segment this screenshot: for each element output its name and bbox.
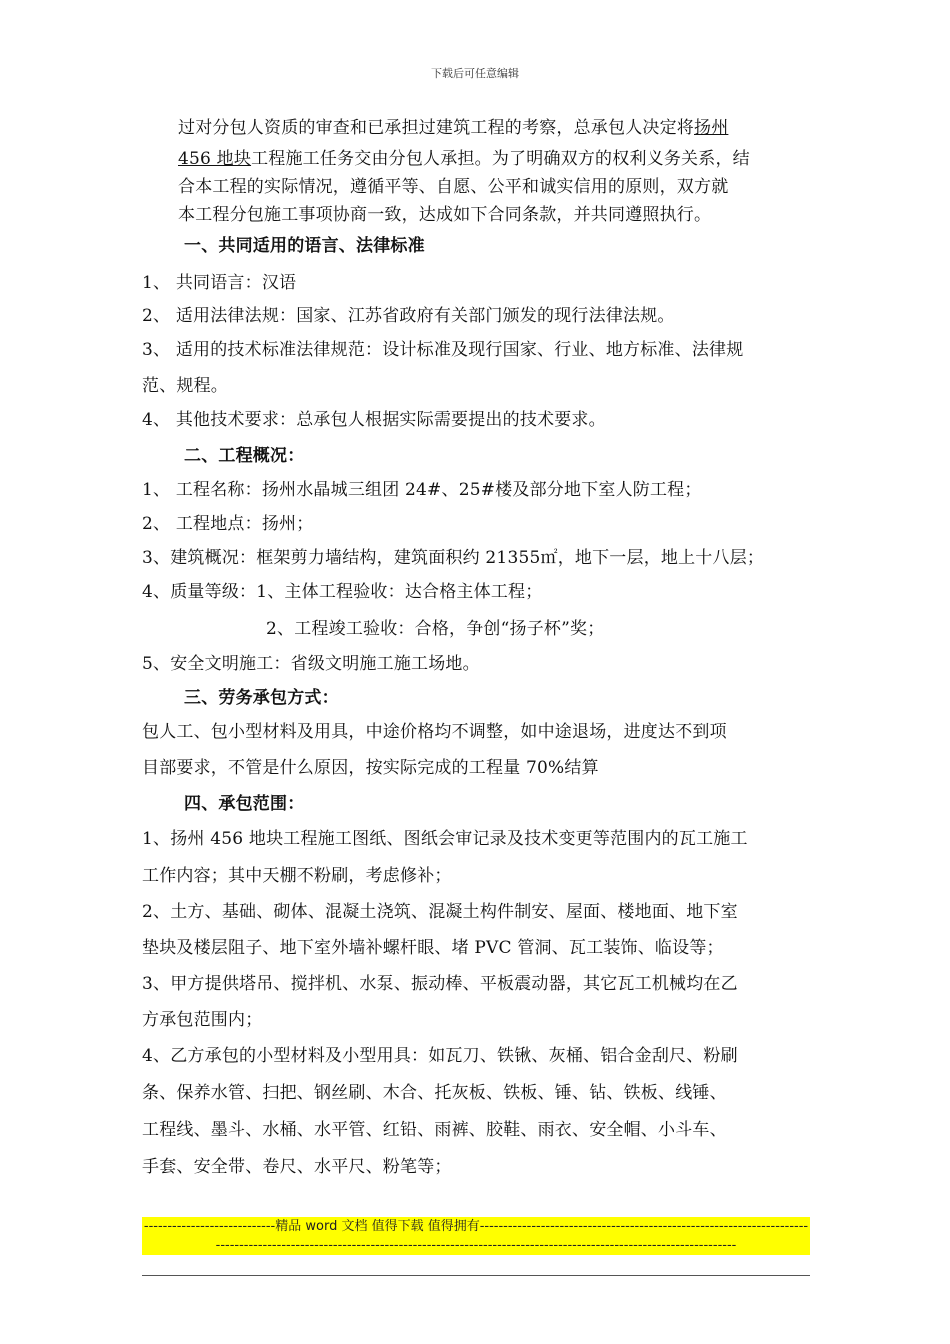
section-4-title: 四、承包范围： [184,794,305,814]
sec2-item-4-sub: 2、工程竣工验收：合格，争创“扬子杯”奖； [266,619,605,639]
sec4-item-4: 4、乙方承包的小型材料及小型用具：如瓦刀、铁锹、灰桶、铝合金刮尺、粉刷 [142,1046,738,1066]
sec4-item-4-cont-1: 条、保养水管、扫把、钢丝刷、木合、托灰板、铁板、锤、钻、铁板、线锤、 [142,1083,727,1103]
intro-line-4: 本工程分包施工事项协商一致，达成如下合同条款，并共同遵照执行。 [178,205,712,225]
section-3-title: 三、劳务承包方式： [184,688,339,708]
intro-text: 工程施工任务交由分包人承担。为了明确双方的权利义务关系，结 [251,149,750,169]
intro-text: 过对分包人资质的审查和已承担过建筑工程的考察，总承包人决定将 [178,118,694,138]
sec4-item-1: 1、扬州 456 地块工程施工图纸、图纸会审记录及技术变更等范围内的瓦工施工 [142,829,748,849]
sec4-item-4-cont-3: 手套、安全带、卷尺、水平尺、粉笔等； [142,1157,452,1177]
sec1-item-2: 2、 适用法律法规：国家、江苏省政府有关部门颁发的现行法律法规。 [142,306,675,326]
sec1-item-4: 4、 其他技术要求：总承包人根据实际需要提出的技术要求。 [142,410,606,430]
sec4-item-3-cont: 方承包范围内； [142,1010,263,1030]
sec3-para-1: 包人工、包小型材料及用具，中途价格均不调整，如中途退场，进度达不到项 [142,722,727,742]
intro-line-2 [178,149,814,169]
sec4-item-2-cont: 垫块及楼层阻子、地下室外墙补螺杆眼、堵 PVC 管洞、瓦工装饰、临设等； [142,938,724,958]
intro-line-1 [178,118,814,138]
section-2-title: 二、工程概况： [184,446,305,466]
sec3-para-2: 目部要求，不管是什么原因，按实际完成的工程量 70%结算 [142,758,599,778]
sec2-item-2: 2、 工程地点：扬州； [142,514,314,534]
underlined-project-name: 456 地块 [178,149,252,169]
sec1-item-3-cont: 范、规程。 [142,376,228,396]
sec1-item-1: 1、 共同语言：汉语 [142,273,297,293]
sec4-item-1-cont: 工作内容；其中天棚不粉刷，考虑修补； [142,866,452,886]
intro-line-3: 合本工程的实际情况，遵循平等、自愿、公平和诚实信用的原则，双方就 [178,177,729,197]
section-1-title: 一、共同适用的语言、法律标准 [184,236,425,256]
sec4-item-4-cont-2: 工程线、墨斗、水桶、水平管、红铅、雨裤、胶鞋、雨衣、安全帽、小斗车、 [142,1120,727,1140]
sec4-item-2: 2、土方、基础、砌体、混凝土浇筑、混凝土构件制安、屋面、楼地面、地下室 [142,902,738,922]
sec2-item-3: 3、建筑概况：框架剪力墙结构，建筑面积约 21355㎡，地下一层，地上十八层； [142,548,765,568]
footer-rule [142,1275,810,1276]
page-header: 下载后可任意编辑 [431,67,519,80]
sec2-item-4: 4、质量等级：1、主体工程验收：达合格主体工程； [142,582,543,602]
sec2-item-1: 1、 工程名称：扬州水晶城三组团 24#、25#楼及部分地下室人防工程； [142,480,702,500]
sec1-item-3: 3、 适用的技术标准法律规范：设计标准及现行国家、行业、地方标准、法律规 [142,340,744,360]
underlined-project-name: 扬州 [694,118,729,138]
footer-banner: ----------------------------精品 word 文档 值得下载 值得拥有------------------------------------------------------------------------------------------------------------------------------------------------------------------------------------- [143,1219,809,1253]
sec4-item-3: 3、甲方提供塔吊、搅拌机、水泵、振动棒、平板震动器，其它瓦工机械均在乙 [142,974,738,994]
sec2-item-5: 5、安全文明施工：省级文明施工施工场地。 [142,654,480,674]
